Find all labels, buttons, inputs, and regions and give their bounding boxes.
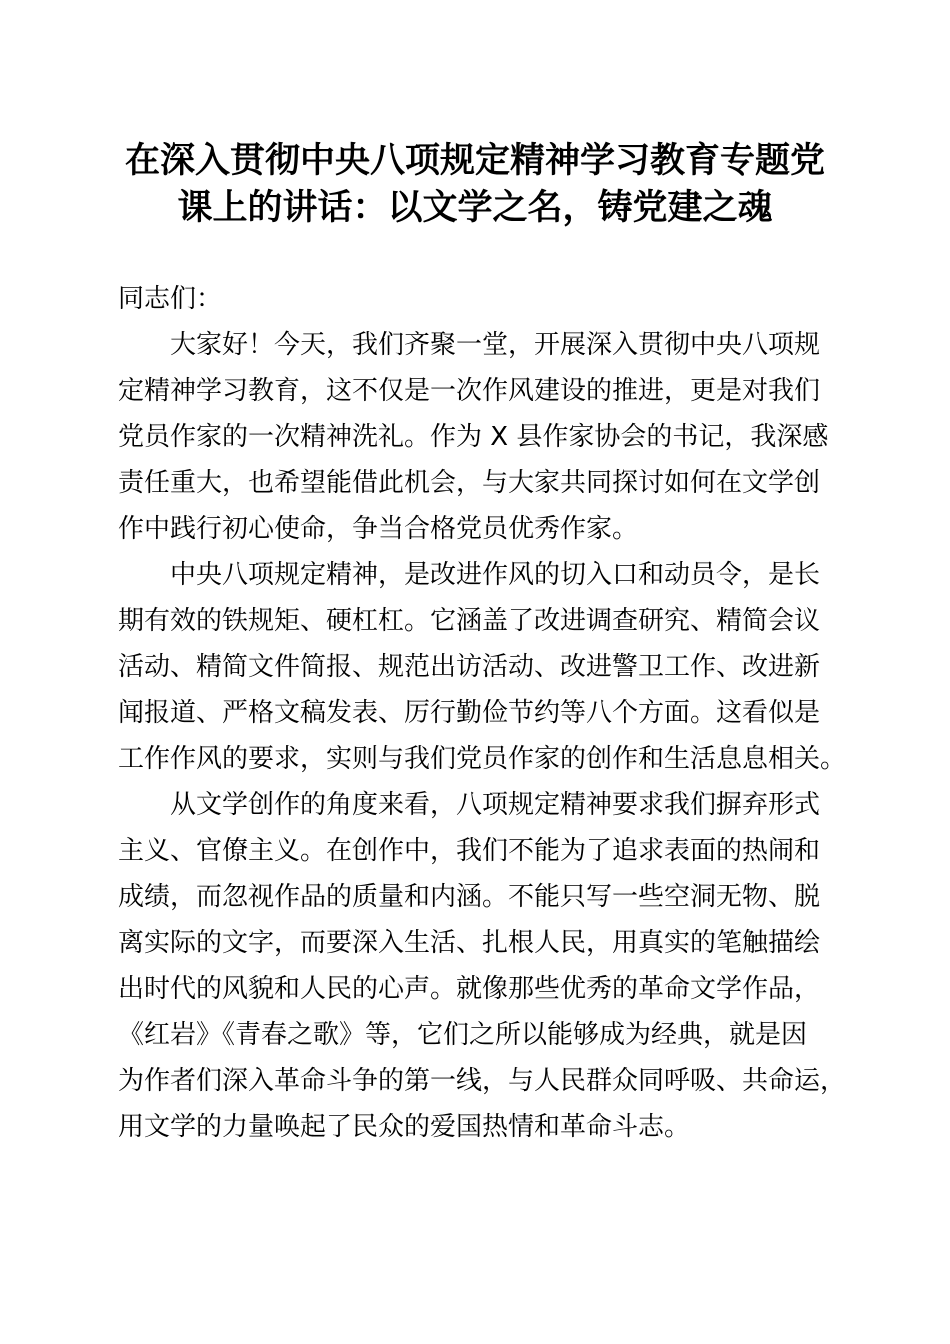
paragraph-line: 离实际的文字，而要深入生活、扎根人民，用真实的笔触描绘 [118,928,821,958]
paragraph-line: 定精神学习教育，这不仅是一次作风建设的推进，更是对我们 [118,376,821,406]
paragraph-2 [118,552,847,782]
paragraph-line: 期有效的铁规矩、硬杠杠。它涵盖了改进调查研究、精简会议 [118,606,821,636]
paragraph-line: 工作作风的要求，实则与我们党员作家的创作和生活息息相关。 [118,744,847,774]
paragraph-line: 闻报道、严格文稿发表、厉行勤俭节约等八个方面。这看似是 [118,698,821,728]
title-line-1: 在深入贯彻中央八项规定精神学习教育专题党 [124,141,825,181]
paragraph-line: 大家好！今天，我们齐聚一堂，开展深入贯彻中央八项规 [170,330,821,360]
paragraph-3 [118,782,847,1150]
paragraph-line: 作中践行初心使命，争当合格党员优秀作家。 [118,514,639,544]
document-title [100,138,850,232]
paragraph-line: 用文学的力量唤起了民众的爱国热情和革命斗志。 [118,1112,691,1142]
paragraph-line: 中央八项规定精神，是改进作风的切入口和动员令，是长 [170,560,821,590]
paragraph-line: 主义、官僚主义。在创作中，我们不能为了追求表面的热闹和 [118,836,821,866]
paragraph-line: 成绩，而忽视作品的质量和内涵。不能只写一些空洞无物、脱 [118,882,821,912]
document-body [118,276,847,1150]
salutation: 同志们： [118,284,223,314]
paragraph-1 [118,322,838,552]
paragraph-line: 从文学创作的角度来看，八项规定精神要求我们摒弃形式 [170,790,821,820]
paragraph-line: 党员作家的一次精神洗礼。作为 X 县作家协会的书记，我深感 [118,422,829,452]
paragraph-line: 责任重大，也希望能借此机会，与大家共同探讨如何在文学创 [118,468,821,498]
title-line-2: 课上的讲话：以文学之名，铸党建之魂 [177,188,773,228]
paragraph-line: 出时代的风貌和人民的心声。就像那些优秀的革命文学作品， [118,974,821,1004]
paragraph-line: 活动、精简文件简报、规范出访活动、改进警卫工作、改进新 [118,652,821,682]
paragraph-line: 《红岩》《青春之歌》等，它们之所以能够成为经典，就是因 [118,1020,808,1050]
paragraph-line: 为作者们深入革命斗争的第一线，与人民群众同呼吸、共命运， [118,1066,847,1096]
